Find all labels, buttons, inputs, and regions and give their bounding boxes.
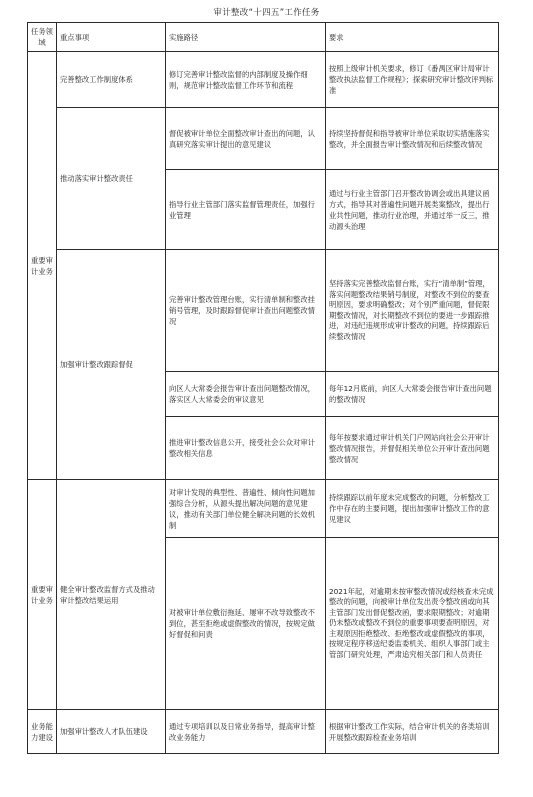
path-cell: 向区人大常委会报告审计查出问题整改情况，落实区人大常委会的审议意见 bbox=[166, 372, 326, 417]
key-cell: 推动落实审计整改责任 bbox=[57, 108, 166, 250]
req-cell: 通过与行业主管部门召开整改协调会或出具建议函方式，指导其对普遍性问题开展类案整改，提出行业共性问题，推动行业治理，并通过举一反三，推动源头治理 bbox=[326, 170, 499, 250]
header-area: 任务领域 bbox=[28, 23, 57, 52]
area-cell: 重要审计业务 bbox=[28, 480, 57, 710]
req-cell: 按照上级审计机关要求，修订《番禺区审计局审计整改执法监督工作规程》；探索研究审计整改评判标准 bbox=[326, 52, 499, 108]
header-key: 重点事项 bbox=[57, 23, 166, 52]
page-title: 审计整改“十四五”工作任务 bbox=[213, 8, 320, 18]
req-cell: 每年12月底前，向区人大常委会报告审计查出问题的整改情况 bbox=[326, 372, 499, 417]
key-cell: 健全审计整改监督方式及推动审计整改结果运用 bbox=[57, 480, 166, 710]
req-cell: 持续坚持督促和指导被审计单位采取切实措施落实整改，并全面报告审计整改情况和后续整改情况 bbox=[326, 108, 499, 170]
table-header-row bbox=[28, 23, 499, 52]
req-cell: 每年按要求通过审计机关门户网站向社会公开审计整改情况报告，并督促相关单位公开审计查出问题整改情况 bbox=[326, 417, 499, 480]
table-row bbox=[28, 108, 499, 170]
path-cell: 对审计发现的典型性、普遍性、倾向性问题加强综合分析，从源头提出解决问题的意见建议，推动有关部门单位健全解决问题的长效机制 bbox=[166, 480, 326, 538]
req-cell: 根据审计整改工作实际，结合审计机关的各类培训开展整改跟踪检查业务培训 bbox=[326, 710, 499, 754]
req-cell: 2021年起，对逾期未按审整改情况或经核查未完成整改的问题，向被审计单位发出责令整改函或向其主管部门发出督促整改函，要求限期整改；对逾期仍未整改或整改不到位的重要事项要查明原因，对主观原因拒绝整改、拒绝整改或虚假整改的事项，按规定程序移送纪委监委机关、组织人事部门或主管部门研究处理，严肃追究相关部门和人员责任 bbox=[326, 538, 499, 710]
table-row bbox=[28, 480, 499, 538]
table-row bbox=[28, 52, 499, 108]
key-cell: 加强审计整改跟踪督促 bbox=[57, 250, 166, 480]
path-cell: 完善审计整改管理台账，实行清单制和整改挂销号管理，及时跟踪督促审计查出问题整改情况 bbox=[166, 250, 326, 372]
req-cell: 坚持落实完善整改监督台账，实行“清单制”管理，落实问题整改结果销号制度，对整改不到位的要查明原因，要求明确整改；对个别严重问题，督促限期整改情况，对长期整改不到位的要进一步跟踪推进，对违纪违规形成审计整改的问题，持续跟踪后续整改情况 bbox=[326, 250, 499, 372]
key-cell: 加强审计整改人才队伍建设 bbox=[57, 710, 166, 754]
header-req: 要求 bbox=[326, 23, 499, 52]
header-path: 实施路径 bbox=[166, 23, 326, 52]
table-row bbox=[28, 250, 499, 372]
path-cell: 修订完善审计整改监督的内部制度及操作细则，规范审计整改监督工作环节和流程 bbox=[166, 52, 326, 108]
area-cell: 重要审计业务 bbox=[28, 52, 57, 480]
task-table bbox=[27, 22, 499, 754]
table-row bbox=[28, 710, 499, 754]
key-cell: 完善整改工作制度体系 bbox=[57, 52, 166, 108]
path-cell: 通过专项培训以及日常业务指导，提高审计整改业务能力 bbox=[166, 710, 326, 754]
area-cell: 业务能力建设 bbox=[28, 710, 57, 754]
req-cell: 持续跟踪以前年度未完成整改的问题，分析整改工作中存在的主要问题，提出加强审计整改工作的意见建议 bbox=[326, 480, 499, 538]
path-cell: 对被审计单位敷衍拖延、屡审不改导致整改不到位，甚至拒绝或虚假整改的情况，按规定做好督促和问责 bbox=[166, 538, 326, 710]
path-cell: 推进审计整改信息公开，接受社会公众对审计整改相关信息 bbox=[166, 417, 326, 480]
path-cell: 指导行业主管部门落实监督管理责任，加强行业管理 bbox=[166, 170, 326, 250]
path-cell: 督促被审计单位全面整改审计查出的问题，认真研究落实审计提出的意见建议 bbox=[166, 108, 326, 170]
